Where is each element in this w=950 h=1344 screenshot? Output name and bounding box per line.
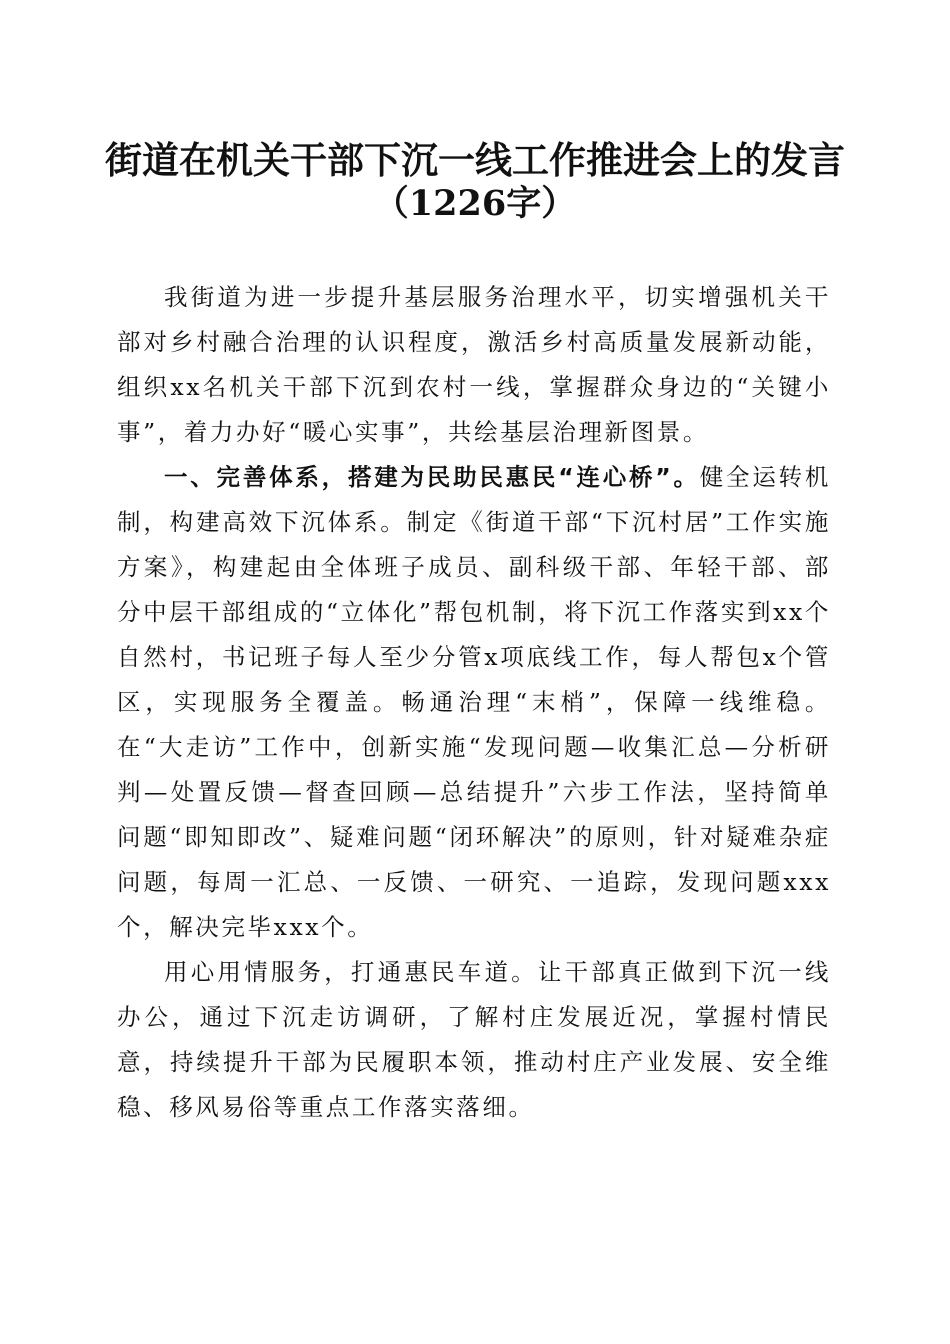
document-title: 街道在机关干部下沉一线工作推进会上的发言 (105, 138, 845, 182)
document-body (117, 275, 831, 1130)
section-one-heading: 一、完善体系，搭建为民助民惠民“连心桥”。 (164, 463, 700, 491)
paragraph-section-one (117, 455, 831, 950)
document-title-block (60, 138, 890, 226)
paragraph-intro (117, 275, 831, 455)
document-subtitle: （1226字） (373, 183, 577, 224)
paragraph-intro-text: 我街道为进一步提升基层服务治理水平，切实增强机关干部对乡村融合治理的认识程度，激活乡村高质量发展新动能，组织xx名机关干部下沉到农村一线，掌握群众身边的“关键小事”，着力办好“暖心实事”，共绘基层治理新图景。 (117, 283, 831, 446)
paragraph-section-one-text: 健全运转机制，构建高效下沉体系。制定《街道干部“下沉村居”工作实施方案》，构建起由全体班子成员、副科级干部、年轻干部、部分中层干部组成的“立体化”帮包机制，将下沉工作落实到xx个自然村，书记班子每人至少分管x项底线工作，每人帮包x个管区，实现服务全覆盖。畅通治理“末梢”，保障一线维稳。在“大走访”工作中，创新实施“发现问题—收集汇总—分析研判—处置反馈—督查回顾—总结提升”六步工作法，坚持简单问题“即知即改”、疑难问题“闭环解决”的原则，针对疑难杂症问题，每周一汇总、一反馈、一研究、一追踪，发现问题xxx个，解决完毕xxx个。 (117, 463, 832, 941)
paragraph-service-text: 用心用情服务，打通惠民车道。让干部真正做到下沉一线办公，通过下沉走访调研，了解村庄发展近况，掌握村情民意，持续提升干部为民履职本领，推动村庄产业发展、安全维稳、移风易俗等重点工作落实落细。 (117, 958, 831, 1121)
paragraph-service (117, 950, 831, 1130)
